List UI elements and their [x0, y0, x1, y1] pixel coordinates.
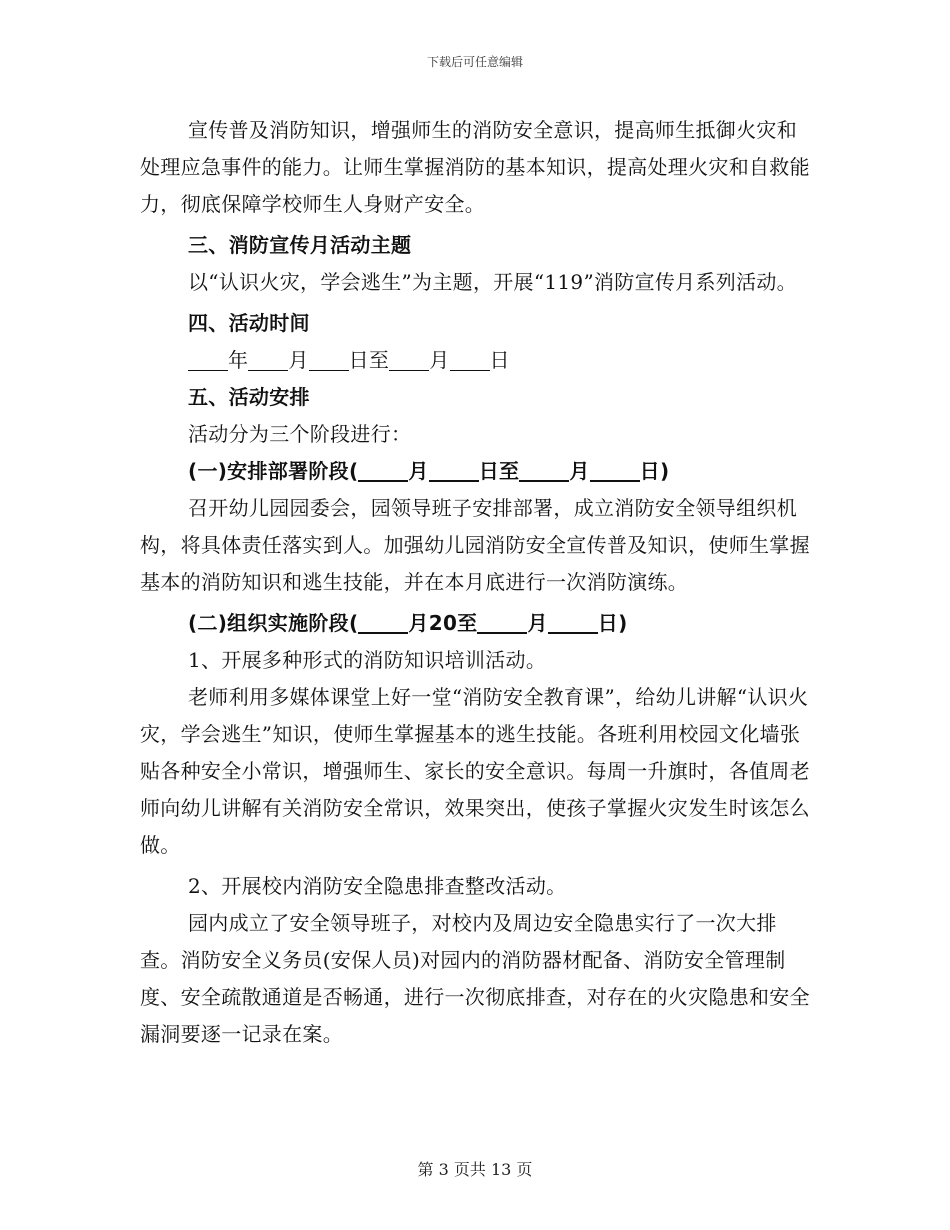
paragraph: 活动分为三个阶段进行：	[188, 422, 412, 446]
paragraph: 1、开展多种形式的消防知识培训活动。	[188, 648, 547, 672]
section-heading: 五、活动安排	[188, 385, 310, 409]
section-heading: 三、消防宣传月活动主题	[188, 233, 412, 257]
blank-line	[590, 458, 640, 482]
paragraph: 园内成立了安全领导班子，对校内及周边安全隐患实行了一次大排查。消防安全义务员(安保人员)对园内的消防器材配备、消防安全管理制度、安全疏散通道是否畅通，进行一次彻底排查，对存在的火灾隐患和安全漏洞要逐一记录在案。	[140, 911, 810, 1046]
stage-heading: (二)组织实施阶段( 月20至 月 日)	[188, 611, 628, 635]
blank-line	[548, 610, 598, 634]
blank-line	[188, 348, 228, 371]
document-body	[140, 112, 810, 1053]
blank-line	[389, 348, 429, 371]
blank-line	[429, 458, 479, 482]
activity-time-line: 年 月 日至 月 日	[140, 342, 810, 379]
section-heading: 四、活动时间	[188, 311, 310, 335]
paragraph: 召开幼儿园园委会，园领导班子安排部署，成立消防安全领导组织机构，将具体责任落实到人。加强幼儿园消防安全宣传普及知识，使师生掌握基本的消防知识和逃生技能，并在本月底进行一次消防演练。	[140, 496, 810, 594]
page-footer: 第 3 页共 13 页	[417, 1160, 533, 1179]
paragraph: 老师利用多媒体课堂上好一堂“消防安全教育课”，给幼儿讲解“认识火灾，学会逃生”知识，使师生掌握基本的逃生技能。各班利用校园文化墙张贴各种安全小常识，增强师生、家长的安全意识。每周一升旗时，各值周老师向幼儿讲解有关消防安全常识，效果突出，使孩子掌握火灾发生时该怎么做。	[140, 685, 810, 857]
paragraph: 宣传普及消防知识，增强师生的消防安全意识，提高师生抵御火灾和处理应急事件的能力。让师生掌握消防的基本知识，提高处理火灾和自救能力，彻底保障学校师生人身财产安全。	[140, 118, 810, 216]
blank-line	[477, 610, 527, 634]
stage-heading: (一)安排部署阶段( 月 日至 月 日)	[188, 459, 670, 483]
paragraph: 2、开展校内消防安全隐患排查整改活动。	[188, 874, 567, 898]
blank-line	[309, 348, 349, 371]
blank-line	[519, 458, 569, 482]
blank-line	[358, 458, 408, 482]
paragraph: 以“认识火灾，学会逃生”为主题，开展“119”消防宣传月系列活动。	[188, 270, 797, 294]
blank-line	[358, 610, 408, 634]
blank-line	[450, 348, 490, 371]
blank-line	[248, 348, 288, 371]
page-header: 下载后可任意编辑	[426, 55, 523, 69]
